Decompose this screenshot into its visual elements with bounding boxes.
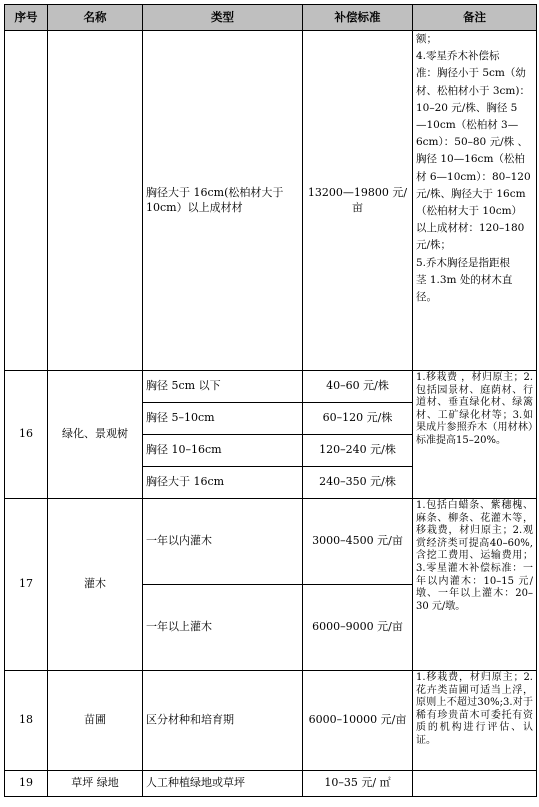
type-cell: 胸径大于 16cm	[143, 467, 303, 499]
standard-cell: 3000–4500 元/亩	[303, 499, 413, 585]
remark-cell	[413, 771, 537, 797]
type-cell: 胸径大于 16cm(松柏材大于 10cm）以上成材材	[143, 31, 303, 371]
compensation-table	[4, 4, 537, 797]
name-cell: 苗圃	[48, 671, 143, 771]
standard-cell: 120–240 元/株	[303, 435, 413, 467]
header-name: 名称	[48, 5, 143, 31]
header-type: 类型	[143, 5, 303, 31]
type-cell: 人工种植绿地或草坪	[143, 771, 303, 797]
table-row	[5, 771, 537, 797]
type-cell: 一年以内灌木	[143, 499, 303, 585]
type-cell: 胸径 5cm 以下	[143, 371, 303, 403]
name-cell: 草坪 绿地	[48, 771, 143, 797]
standard-cell: 60–120 元/株	[303, 403, 413, 435]
header-seq: 序号	[5, 5, 48, 31]
standard-cell: 6000–9000 元/亩	[303, 585, 413, 671]
table-row	[5, 499, 537, 585]
standard-cell: 6000–10000 元/亩	[303, 671, 413, 771]
table-row	[5, 371, 537, 403]
table-row	[5, 671, 537, 771]
header-row	[5, 5, 537, 31]
seq-cell: 17	[5, 499, 48, 671]
header-remark: 备注	[413, 5, 537, 31]
type-cell: 区分材种和培育期	[143, 671, 303, 771]
remark-cell: 额； 4.零星乔木补偿标 准：胸径小于 5cm（幼 材、松柏材小于 3cm)： 10–20 元/株、胸径 5 —10cm（松柏材 3— 6cm）：50–80 元/株 、 胸径 10—16cm（松柏 材 6—10cm）：80–120 元/株、胸径大于 16cm （松柏材大于 10cm） 以上成材材：120–180 元/株； 5.乔木胸径是指距根 茎 1.3m 处的材木直 径。	[413, 31, 537, 371]
type-cell: 一年以上灌木	[143, 585, 303, 671]
header-standard: 补偿标准	[303, 5, 413, 31]
standard-cell: 10–35 元/ ㎡	[303, 771, 413, 797]
remark-cell: 1.移栽费 ，材归原主；2.包括园景材、庭荫材、行道材、垂直绿化材、绿篱材、工矿绿化材等；3.如果成片参照乔木（用材林）标准提高15–20%。	[413, 371, 537, 499]
seq-cell: 19	[5, 771, 48, 797]
seq-cell: 16	[5, 371, 48, 499]
standard-cell: 240–350 元/株	[303, 467, 413, 499]
seq-cell	[5, 31, 48, 371]
name-cell: 绿化、景观树	[48, 371, 143, 499]
type-cell: 胸径 5–10cm	[143, 403, 303, 435]
table-row	[5, 31, 537, 371]
standard-cell: 40–60 元/株	[303, 371, 413, 403]
type-cell: 胸径 10–16cm	[143, 435, 303, 467]
remark-cell: 1.包括白蜡条、紫穗槐、麻条、柳条、花灌木等，移栽费，材归原主；2.观赏经济类可提高40–60%,含挖工费用、运输费用；3.零星灌木补偿标准：一年以内灌木：10–15 元/墩、一年以上灌木：20–30 元/墩。	[413, 499, 537, 671]
remark-cell: 1.移栽费，材归原主；2.花卉类苗圃可适当上浮，原则上不超过30%;3.对于稀有珍贵苗木可委托有资质的机构进行评估、认证。	[413, 671, 537, 771]
name-cell	[48, 31, 143, 371]
name-cell: 灌木	[48, 499, 143, 671]
standard-cell: 13200—19800 元/亩	[303, 31, 413, 371]
seq-cell: 18	[5, 671, 48, 771]
